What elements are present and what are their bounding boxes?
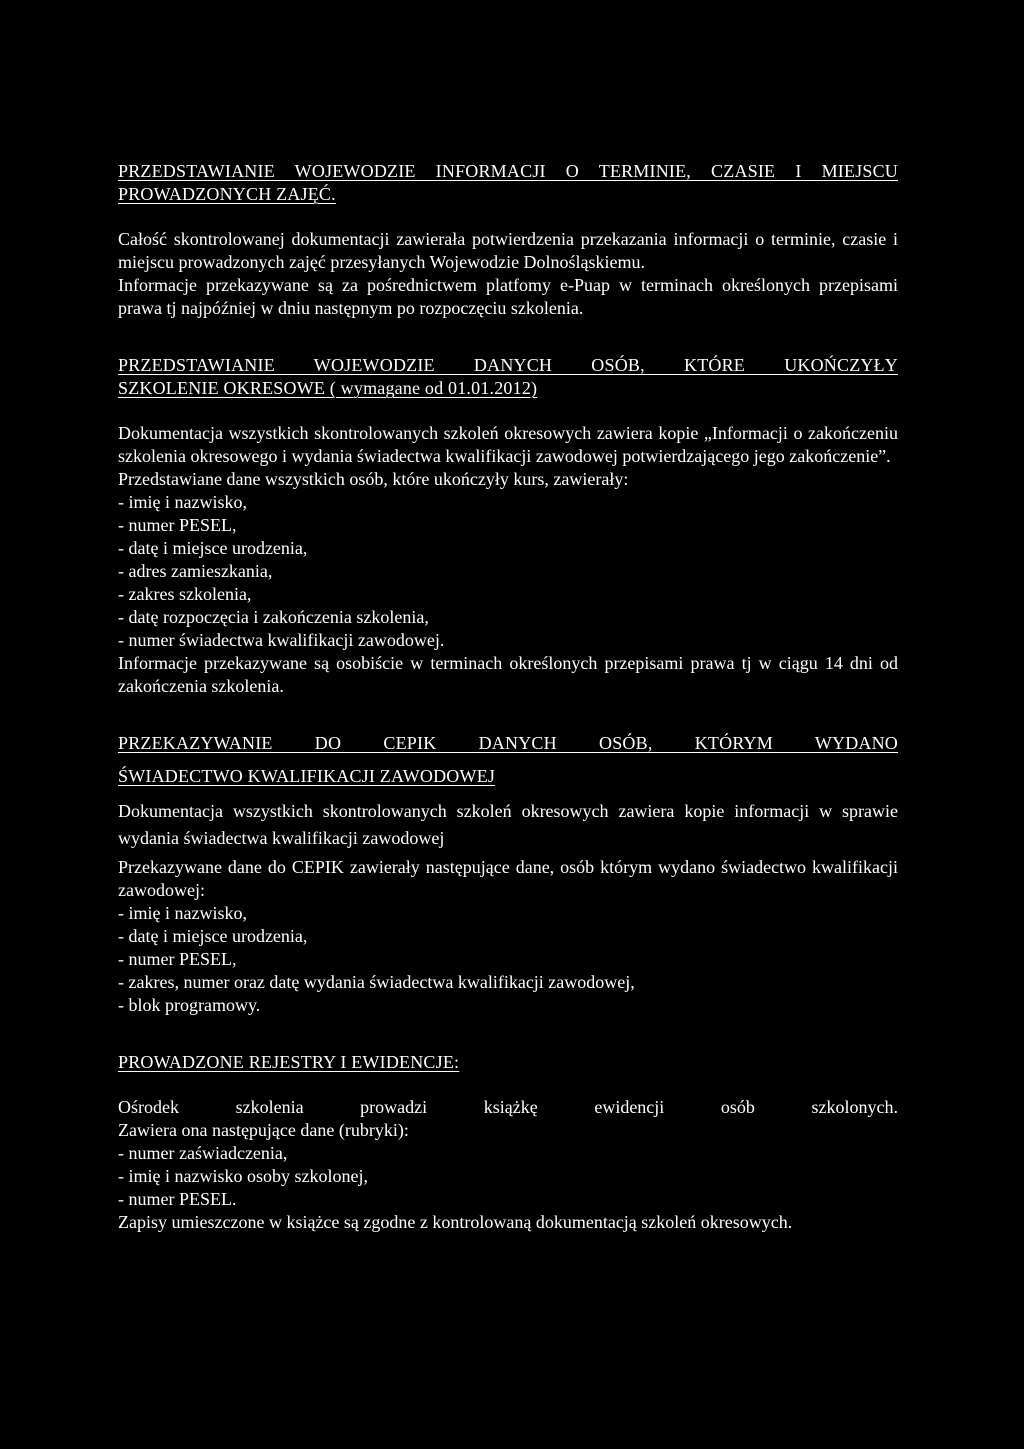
section-heading bbox=[118, 732, 898, 755]
list-item: - zakres szkolenia, bbox=[118, 584, 252, 604]
list-item: - numer PESEL, bbox=[118, 515, 237, 535]
data-list bbox=[118, 491, 898, 652]
section-graduates-data bbox=[118, 354, 898, 698]
paragraph: Dokumentacja wszystkich skontrolowanych szkoleń okresowych zawiera kopie informacji w sprawie wydania świadectwa kwalifikacji zawodowej bbox=[118, 801, 898, 848]
section-heading-continued bbox=[118, 765, 898, 788]
paragraph: Informacje przekazywane są osobiście w terminach określonych przepisami prawa tj w ciągu 14 dni od zakończenia szkolenia. bbox=[118, 653, 898, 696]
section-heading bbox=[118, 160, 898, 183]
paragraph: Całość skontrolowanej dokumentacji zawierała potwierdzenia przekazania informacji o terminie, czasie i miejscu prowadzonych zajęć przesyłanych Wojewodzie Dolnośląskiemu. bbox=[118, 229, 898, 272]
list-item: - imię i nazwisko osoby szkolonej, bbox=[118, 1166, 368, 1186]
list-item: - datę i miejsce urodzenia, bbox=[118, 926, 308, 946]
document-page bbox=[118, 160, 898, 1234]
list-item: - datę rozpoczęcia i zakończenia szkolenia, bbox=[118, 607, 429, 627]
section-heading-continued bbox=[118, 183, 898, 206]
section-heading bbox=[118, 1051, 898, 1074]
section-meeting-info bbox=[118, 160, 898, 320]
list-item: - datę i miejsce urodzenia, bbox=[118, 538, 308, 558]
list-intro: Przekazywane dane do CEPIK zawierały następujące dane, osób którym wydano świadectwo kwalifikacji zawodowej: bbox=[118, 857, 898, 900]
paragraph: Ośrodek szkolenia prowadzi książkę ewidencji osób szkolonych. bbox=[118, 1097, 898, 1117]
list-item: - numer zaświadczenia, bbox=[118, 1143, 288, 1163]
heading-line: PRZEDSTAWIANIE WOJEWODZIE INFORMACJI O TERMINIE, CZASIE I MIEJSCU bbox=[118, 161, 898, 181]
paragraph: Zapisy umieszczone w książce są zgodne z kontrolowaną dokumentacją szkoleń okresowych. bbox=[118, 1212, 793, 1232]
heading-line: ŚWIADECTWO KWALIFIKACJI ZAWODOWEJ bbox=[118, 766, 496, 786]
heading-line: PRZEKAZYWANIE DO CEPIK DANYCH OSÓB, KTÓRYM WYDANO bbox=[118, 733, 898, 753]
heading-line: PRZEDSTAWIANIE WOJEWODZIE DANYCH OSÓB, KTÓRE UKOŃCZYŁY bbox=[118, 355, 898, 375]
list-item: - adres zamieszkania, bbox=[118, 561, 273, 581]
heading-line: PROWADZONE REJESTRY I EWIDENCJE: bbox=[118, 1052, 460, 1072]
data-list bbox=[118, 902, 898, 1017]
paragraph: Dokumentacja wszystkich skontrolowanych szkoleń okresowych zawiera kopie „Informacji o zakończeniu szkolenia okresowego i wydania świadectwa kwalifikacji zawodowej potwierdzającego jego zakończenie”. bbox=[118, 423, 898, 466]
list-item: - imię i nazwisko, bbox=[118, 492, 247, 512]
list-item: - blok programowy. bbox=[118, 995, 261, 1015]
heading-line: PROWADZONYCH ZAJĘĆ. bbox=[118, 184, 336, 204]
list-item: - numer świadectwa kwalifikacji zawodowej. bbox=[118, 630, 445, 650]
list-item: - zakres, numer oraz datę wydania świadectwa kwalifikacji zawodowej, bbox=[118, 972, 635, 992]
section-cepik-transfer bbox=[118, 732, 898, 1017]
list-intro: Przedstawiane dane wszystkich osób, które ukończyły kurs, zawierały: bbox=[118, 469, 629, 489]
list-item: - imię i nazwisko, bbox=[118, 903, 247, 923]
list-item: - numer PESEL, bbox=[118, 949, 237, 969]
section-heading bbox=[118, 354, 898, 377]
heading-line: SZKOLENIE OKRESOWE ( wymagane od 01.01.2012) bbox=[118, 378, 538, 398]
list-intro: Zawiera ona następujące dane (rubryki): bbox=[118, 1120, 409, 1140]
section-heading-continued bbox=[118, 377, 898, 400]
list-item: - numer PESEL. bbox=[118, 1189, 237, 1209]
section-registers bbox=[118, 1051, 898, 1234]
data-list bbox=[118, 1142, 898, 1211]
paragraph: Informacje przekazywane są za pośrednictwem platfomy e-Puap w terminach określonych przepisami prawa tj najpóźniej w dniu następnym po rozpoczęciu szkolenia. bbox=[118, 275, 898, 318]
